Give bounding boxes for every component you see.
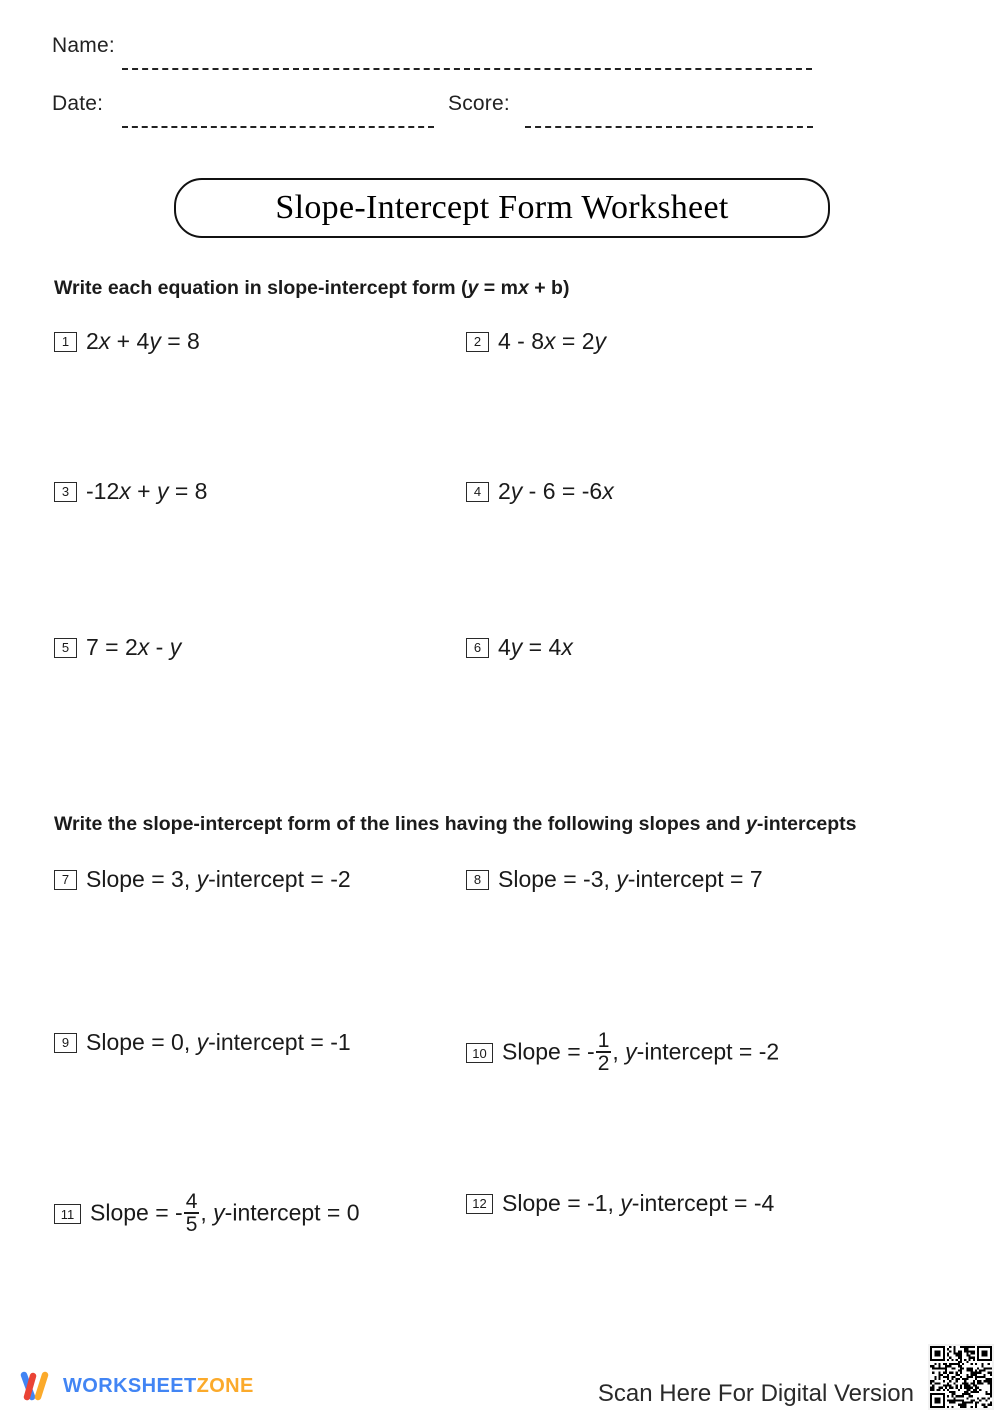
logo-word-worksheet: WORKSHEET — [63, 1374, 197, 1397]
variable-letter: y — [510, 478, 523, 504]
section-heading-2: Write the slope-intercept form of the lines having the following slopes and y-intercepts — [54, 813, 857, 835]
problem-6[interactable] — [466, 636, 573, 659]
worksheet-header — [0, 0, 1000, 150]
problem-text-7: Slope = 3, y-intercept = -2 — [86, 866, 351, 892]
name-input-line[interactable] — [122, 68, 812, 70]
qr-code-image — [930, 1346, 992, 1408]
variable-letter: x — [137, 634, 150, 660]
problem-number-6: 6 — [466, 638, 489, 658]
problem-number-11: 11 — [54, 1204, 81, 1224]
problem-text-8: Slope = -3, y-intercept = 7 — [498, 866, 763, 892]
problem-number-8: 8 — [466, 870, 489, 890]
variable-letter: x — [119, 478, 131, 504]
logo-word-zone: ZONE — [196, 1374, 254, 1397]
fraction — [596, 1030, 612, 1075]
logo-wordmark — [63, 1375, 254, 1398]
problem-text-3: -12x + y = 8 — [86, 478, 208, 504]
problem-text-4: 2y - 6 = -6x — [498, 478, 614, 504]
variable-letter: x — [517, 277, 529, 299]
fraction — [184, 1191, 200, 1236]
variable-letter: y — [213, 1199, 225, 1226]
problem-5[interactable] — [54, 636, 181, 659]
fraction-numerator: 1 — [597, 1029, 610, 1052]
variable-letter: y — [169, 634, 182, 660]
variable-letter: y — [745, 813, 757, 835]
worksheet-title-pill — [174, 178, 830, 238]
fraction-denominator: 5 — [185, 1213, 198, 1237]
variable-letter: y — [196, 1029, 209, 1055]
problem-2[interactable] — [466, 330, 606, 353]
problem-text-11: Slope = - $\frac{4}{5}$ , y-intercept = 0 — [90, 1190, 360, 1237]
variable-letter: x — [98, 328, 111, 354]
problem-number-3: 3 — [54, 482, 77, 502]
qr-code[interactable] — [928, 1344, 994, 1410]
problem-3[interactable] — [54, 480, 207, 503]
problem-text-2: 4 - 8x = 2y — [498, 328, 607, 354]
problem-number-10: 10 — [466, 1043, 493, 1063]
variable-letter: y — [594, 328, 607, 354]
variable-letter: x — [561, 634, 573, 660]
problem-9[interactable] — [54, 1031, 351, 1054]
worksheet-zone-w-icon — [20, 1370, 54, 1402]
page-title: Slope-Intercept Form Worksheet — [275, 189, 729, 226]
problem-text-12: Slope = -1, y-intercept = -4 — [502, 1190, 775, 1216]
problem-number-1: 1 — [54, 332, 77, 352]
name-label: Name: — [52, 34, 115, 57]
variable-letter: y — [625, 1038, 637, 1065]
variable-letter: x — [544, 328, 556, 354]
problem-7[interactable] — [54, 868, 351, 891]
date-input-line[interactable] — [122, 126, 434, 128]
variable-letter: y — [196, 866, 209, 892]
problem-10[interactable] — [466, 1031, 779, 1076]
problem-11[interactable] — [54, 1192, 360, 1237]
fraction-denominator: 2 — [597, 1052, 610, 1076]
problem-text-6: 4y = 4x — [498, 634, 573, 660]
fraction-numerator: 4 — [185, 1190, 198, 1213]
worksheet-zone-logo[interactable] — [20, 1370, 254, 1402]
problem-1[interactable] — [54, 330, 200, 353]
section-heading-1: Write each equation in slope-intercept form (y = mx + b) — [54, 277, 570, 299]
score-input-line[interactable] — [525, 126, 813, 128]
problem-number-7: 7 — [54, 870, 77, 890]
date-label: Date: — [52, 92, 104, 115]
variable-letter: y — [620, 1190, 632, 1216]
score-label: Score: — [448, 92, 510, 115]
problem-text-9: Slope = 0, y-intercept = -1 — [86, 1029, 351, 1055]
problem-number-5: 5 — [54, 638, 77, 658]
problem-8[interactable] — [466, 868, 763, 891]
problem-text-5: 7 = 2x - y — [86, 634, 182, 660]
problem-number-2: 2 — [466, 332, 489, 352]
problem-text-1: 2x + 4y = 8 — [86, 328, 200, 354]
problem-number-4: 4 — [466, 482, 489, 502]
variable-letter: y — [149, 328, 161, 354]
scan-here-text: Scan Here For Digital Version — [597, 1380, 914, 1407]
variable-letter: y — [467, 277, 479, 299]
problem-text-10: Slope = - $\frac{1}{2}$ , y-intercept = -2 — [502, 1029, 780, 1076]
problem-number-12: 12 — [466, 1194, 493, 1214]
variable-letter: y — [616, 866, 628, 892]
problem-4[interactable] — [466, 480, 614, 503]
problem-12[interactable] — [466, 1192, 774, 1215]
variable-letter: y — [156, 478, 169, 504]
problem-number-9: 9 — [54, 1033, 77, 1053]
variable-letter: x — [602, 478, 614, 504]
variable-letter: y — [510, 634, 523, 660]
